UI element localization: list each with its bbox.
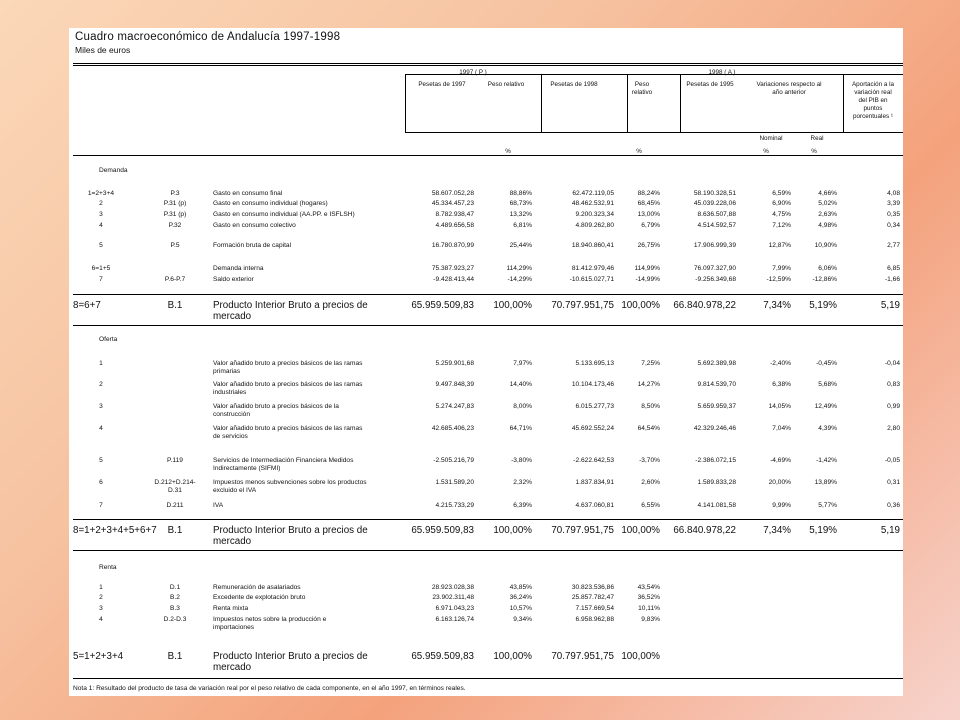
contribution: -1,66 — [884, 276, 900, 283]
row-code: P.31 (p) — [163, 200, 187, 207]
page-subtitle: Miles de euros — [75, 45, 131, 55]
total-1998: 70.797.951,75 — [551, 525, 614, 536]
value-1995-prices: 5.659.959,37 — [697, 403, 736, 410]
share-1997: 43,85% — [509, 584, 532, 591]
share-1998: 7,25% — [641, 360, 660, 367]
row-code: D.1 — [169, 584, 181, 591]
total-code: B.1 — [167, 651, 183, 662]
section-rule — [73, 519, 903, 520]
row-number: 1 — [99, 360, 103, 367]
value-1997: 4.215.733,29 — [435, 502, 474, 509]
row-number: 6 — [99, 479, 103, 486]
row-label: Indirectamente (SIFMI) — [213, 465, 281, 472]
section-renta: Renta — [99, 564, 117, 571]
col-pesetas-1995: Pesetas de 1995 — [686, 81, 734, 88]
share-1997: 14,40% — [509, 381, 532, 388]
value-1998: 45.692.552,24 — [571, 425, 614, 432]
value-1997: -2.505.216,79 — [433, 457, 474, 464]
share-1997: 114,29% — [506, 265, 532, 272]
share-1998: 6,79% — [641, 222, 660, 229]
value-1998: 10.104.173,46 — [571, 381, 614, 388]
value-1997: 16.780.870,99 — [431, 242, 474, 249]
row-number: 1=2+3+4 — [87, 190, 115, 197]
total-share-1998: 100,00% — [621, 525, 660, 536]
var-nominal: 6,59% — [772, 190, 791, 197]
total-share-1998: 100,00% — [621, 300, 660, 311]
col-aportacion: Aportación a la — [851, 81, 894, 88]
section-rule — [73, 325, 903, 326]
var-nominal: 7,04% — [772, 425, 791, 432]
row-number: 2 — [99, 381, 103, 388]
row-number: 7 — [99, 276, 103, 283]
total-1995-prices: 66.840.978,22 — [673, 300, 736, 311]
var-real: 2,63% — [818, 211, 837, 218]
var-nominal: 9,99% — [772, 502, 791, 509]
col-aportacion-c: del PIB en — [858, 97, 888, 104]
share-1997: -14,29% — [507, 276, 532, 283]
value-1995-prices: 45.039.228,06 — [693, 200, 736, 207]
var-nominal: 20,00% — [768, 479, 791, 486]
var-real: 5,02% — [818, 200, 837, 207]
row-label: primarias — [213, 368, 241, 375]
value-1997: 6.163.126,74 — [435, 616, 474, 623]
row-code: D.211 — [166, 502, 184, 509]
value-1998: -2.622.642,53 — [573, 457, 614, 464]
value-1995-prices: 1.589.833,28 — [697, 479, 736, 486]
total-contribution: 5,19 — [880, 300, 900, 311]
col-pesetas-1997: Pesetas de 1997 — [418, 81, 466, 88]
value-1995-prices: 8.636.507,88 — [697, 211, 736, 218]
var-real: -1,42% — [816, 457, 837, 464]
var-nominal: 7,12% — [772, 222, 791, 229]
value-1997: 58.607.052,28 — [431, 190, 474, 197]
value-1997: 75.387.923,27 — [431, 265, 474, 272]
share-1998: 14,27% — [637, 381, 660, 388]
value-1997: 23.902.311,48 — [432, 594, 474, 601]
share-1997: 8,00% — [513, 403, 532, 410]
row-code: P.31 (p) — [163, 211, 187, 218]
col-aportacion-e: porcentuales ¹ — [853, 113, 893, 120]
value-1998: 6.958.962,88 — [575, 616, 614, 623]
contribution: 0,34 — [887, 222, 900, 229]
row-number: 3 — [99, 605, 103, 612]
row-label: Saldo exterior — [213, 276, 254, 283]
col-aportacion-b: variación real — [854, 89, 892, 96]
value-1995-prices: 42.329.246,46 — [693, 425, 736, 432]
share-1997: 7,97% — [513, 360, 532, 367]
bottom-rule — [73, 678, 903, 679]
row-label: Valor añadido bruto a precios básicos de las ramas — [213, 381, 363, 388]
var-real: 6,06% — [818, 265, 837, 272]
contribution: 0,83 — [887, 381, 900, 388]
share-1997: 9,34% — [513, 616, 532, 623]
value-1998: 9.200.323,34 — [575, 211, 614, 218]
row-label: Demanda interna — [213, 265, 264, 272]
total-label: Producto Interior Bruto a precios de — [213, 651, 368, 662]
share-1997: 68,73% — [509, 200, 532, 207]
total-var-real: 5,19% — [809, 525, 837, 536]
contribution: 0,35 — [887, 211, 900, 218]
row-number: 3 — [99, 403, 103, 410]
total-1995-prices: 66.840.978,22 — [673, 525, 736, 536]
value-1998: 81.412.979,46 — [571, 265, 614, 272]
row-label: construcción — [213, 411, 251, 418]
total-var-nominal: 7,34% — [763, 300, 791, 311]
col-peso-relativo-1998-b: relativo — [631, 89, 653, 96]
row-code: B.2 — [170, 594, 180, 601]
share-1997: 88,86% — [509, 190, 532, 197]
col-variaciones-b: año anterior — [772, 89, 806, 96]
total-label: mercado — [213, 662, 252, 673]
row-code: P.5 — [170, 242, 180, 249]
var-real: -0,45% — [816, 360, 837, 367]
value-1995-prices: 9.814.539,70 — [697, 381, 736, 388]
row-label: industriales — [213, 389, 247, 396]
total-share-1997: 100,00% — [493, 651, 532, 662]
value-1995-prices: 5.692.389,98 — [697, 360, 736, 367]
value-1995-prices: 4.141.081,58 — [697, 502, 736, 509]
var-real: 4,98% — [818, 222, 837, 229]
total-code: B.1 — [167, 525, 183, 536]
col-variaciones: Variaciones respecto al — [756, 81, 822, 88]
row-code: P.3 — [170, 190, 180, 197]
total-number: 8=1+2+3+4+5+6+7 — [73, 525, 157, 536]
contribution: -0,04 — [884, 360, 900, 367]
value-1997: -9.428.413,44 — [433, 276, 474, 283]
share-1998: 88,24% — [637, 190, 660, 197]
header-bottom-rule — [405, 132, 903, 133]
share-1998: 6,55% — [641, 502, 660, 509]
share-1998: 36,52% — [637, 594, 660, 601]
total-label: mercado — [213, 536, 252, 547]
value-1995-prices: 58.190.328,51 — [693, 190, 736, 197]
var-real: 5,68% — [818, 381, 837, 388]
section-rule — [73, 550, 903, 551]
value-1997: 45.334.457,23 — [431, 200, 474, 207]
value-1995-prices: -9.256.349,68 — [695, 276, 736, 283]
row-number: 5 — [99, 457, 103, 464]
col-aportacion-d: puntos — [863, 105, 883, 112]
value-1998: 18.940.860,41 — [571, 242, 614, 249]
row-label: Impuestos netos sobre la producción e — [213, 616, 327, 623]
value-1995-prices: -2.386.072,15 — [695, 457, 736, 464]
value-1997: 1.531.589,20 — [435, 479, 474, 486]
total-1997: 65.959.509,83 — [411, 300, 474, 311]
total-label: Producto Interior Bruto a precios de — [213, 525, 368, 536]
row-label: excluido el IVA — [213, 487, 257, 494]
row-code: P.6-P.7 — [164, 276, 186, 283]
row-number: 1 — [99, 584, 103, 591]
share-1997: 36,24% — [509, 594, 532, 601]
share-1998: 10,11% — [638, 605, 660, 612]
share-1998: -14,99% — [635, 276, 660, 283]
var-nominal: -12,59% — [766, 276, 791, 283]
row-label: Valor añadido bruto a precios básicos de la — [213, 403, 339, 410]
value-1997: 4.489.656,58 — [435, 222, 474, 229]
header-end-rule — [73, 155, 903, 156]
total-1997: 65.959.509,83 — [411, 525, 474, 536]
col-peso-relativo-1997: Peso relativo — [487, 81, 525, 88]
value-1997: 6.971.043,23 — [435, 605, 474, 612]
value-1998: 6.015.277,73 — [575, 403, 614, 410]
row-label: Formación bruta de capital — [213, 242, 292, 249]
value-1995-prices: 76.097.327,90 — [693, 265, 736, 272]
share-1997: 10,57% — [509, 605, 532, 612]
total-share-1997: 100,00% — [493, 525, 532, 536]
row-number: 6=1+5 — [91, 265, 111, 272]
value-1998: 4.637.060,81 — [575, 502, 614, 509]
year-1997-header: 1997 ( P ) — [459, 69, 487, 76]
value-1998: 1.837.834,91 — [575, 479, 614, 486]
var-real: -12,86% — [812, 276, 837, 283]
contribution: -0,05 — [884, 457, 900, 464]
share-1997: 2,32% — [513, 479, 532, 486]
share-1997: 25,44% — [509, 242, 532, 249]
share-1998: 26,75% — [637, 242, 660, 249]
page-title: Cuadro macroeconómico de Andalucía 1997-1998 — [75, 31, 341, 43]
value-1997: 28.923.028,38 — [431, 584, 474, 591]
row-number: 4 — [99, 616, 103, 623]
pct-mark: % — [763, 148, 769, 155]
row-number: 4 — [99, 425, 103, 432]
value-1998: 62.472.119,05 — [572, 190, 614, 197]
share-1998: 13,00% — [637, 211, 660, 218]
contribution: 4,08 — [887, 190, 900, 197]
total-1998: 70.797.951,75 — [551, 300, 614, 311]
pct-mark: % — [505, 148, 511, 155]
contribution: 6,85 — [887, 265, 900, 272]
col-nominal: Nominal — [759, 135, 783, 142]
var-real: 4,39% — [818, 425, 837, 432]
document-page — [69, 28, 903, 696]
row-number: 2 — [99, 200, 103, 207]
row-label: Remuneración de asalariados — [213, 584, 301, 591]
value-1998: 4.809.262,80 — [575, 222, 614, 229]
total-label: mercado — [213, 311, 252, 322]
contribution: 0,99 — [887, 403, 900, 410]
pct-mark: % — [636, 148, 642, 155]
share-1998: 68,45% — [637, 200, 660, 207]
total-share-1997: 100,00% — [493, 300, 532, 311]
share-1998: 114,99% — [634, 265, 660, 272]
row-label: Gasto en consumo individual (hogares) — [213, 200, 328, 207]
total-1997: 65.959.509,83 — [411, 651, 474, 662]
contribution: 0,36 — [887, 502, 900, 509]
share-1998: 64,54% — [637, 425, 660, 432]
value-1997: 5.274.247,83 — [435, 403, 474, 410]
var-nominal: 7,99% — [772, 265, 791, 272]
row-code: B.3 — [170, 605, 180, 612]
value-1997: 8.782.938,47 — [435, 211, 474, 218]
total-number: 8=6+7 — [73, 300, 101, 311]
share-1998: 9,83% — [641, 616, 660, 623]
var-nominal: -4,69% — [770, 457, 791, 464]
col-real: Real — [810, 135, 824, 142]
var-real: 4,66% — [818, 190, 837, 197]
row-number: 4 — [99, 222, 103, 229]
row-label: Servicios de Intermediación Financiera Medidos — [213, 457, 354, 464]
value-1998: 5.133.695,13 — [575, 360, 614, 367]
contribution: 0,31 — [887, 479, 900, 486]
row-code: D.31 — [168, 487, 182, 494]
value-1998: 30.823.536,86 — [571, 584, 614, 591]
contribution: 2,80 — [887, 425, 900, 432]
value-1997: 5.259.901,68 — [435, 360, 474, 367]
var-nominal: 6,38% — [772, 381, 791, 388]
section-demanda: Demanda — [99, 167, 128, 174]
share-1997: -3,80% — [511, 457, 532, 464]
var-nominal: 12,87% — [768, 242, 791, 249]
value-1995-prices: 4.514.592,57 — [697, 222, 736, 229]
value-1998: 48.462.532,91 — [571, 200, 614, 207]
row-label: Gasto en consumo final — [213, 190, 283, 197]
share-1998: 43,54% — [637, 584, 660, 591]
row-code: D.212+D.214- — [154, 479, 196, 486]
value-1997: 42.685.406,23 — [431, 425, 474, 432]
value-1998: -10.615.027,71 — [569, 276, 614, 283]
total-contribution: 5,19 — [880, 525, 900, 536]
row-code: D.2-D.3 — [163, 616, 187, 623]
footnote: Nota 1: Resultado del producto de tasa de variación real por el peso relativo de cada componente, en el año 1997, en términos reales. — [73, 685, 466, 692]
row-number: 2 — [99, 594, 103, 601]
row-label: IVA — [213, 502, 224, 509]
total-share-1998: 100,00% — [621, 651, 660, 662]
total-var-real: 5,19% — [809, 300, 837, 311]
row-label: Valor añadido bruto a precios básicos de las ramas — [213, 360, 363, 367]
var-real: 5,77% — [818, 502, 837, 509]
year-1998-header: 1998 ( A ) — [708, 69, 736, 76]
row-number: 5 — [99, 242, 103, 249]
share-1997: 6,39% — [513, 502, 532, 509]
row-label: Gasto en consumo individual (AA.PP. e ISFLSH) — [213, 211, 355, 218]
share-1998: -3,70% — [639, 457, 660, 464]
contribution: 3,39 — [887, 200, 900, 207]
var-nominal: 6,90% — [772, 200, 791, 207]
var-real: 12,49% — [814, 403, 837, 410]
row-label: importaciones — [213, 624, 255, 631]
row-label: Gasto en consumo colectivo — [213, 222, 296, 229]
col-pesetas-1998: Pesetas de 1998 — [550, 81, 598, 88]
value-1995-prices: 17.906.999,39 — [693, 242, 736, 249]
row-label: de servicios — [213, 433, 248, 440]
col-peso-relativo-1998: Peso — [634, 81, 650, 88]
row-label: Excedente de explotación bruto — [213, 594, 306, 601]
var-nominal: 4,75% — [772, 211, 791, 218]
total-label: Producto Interior Bruto a precios de — [213, 300, 368, 311]
row-code: P.119 — [167, 457, 183, 464]
row-code: P.32 — [168, 222, 182, 229]
share-1998: 2,60% — [641, 479, 660, 486]
row-number: 3 — [99, 211, 103, 218]
value-1998: 7.157.669,54 — [575, 605, 614, 612]
value-1997: 9.497.848,39 — [435, 381, 474, 388]
share-1998: 8,50% — [641, 403, 660, 410]
total-1998: 70.797.951,75 — [551, 651, 614, 662]
total-code: B.1 — [167, 300, 183, 311]
contribution: 2,77 — [887, 242, 900, 249]
section-oferta: Oferta — [99, 336, 118, 343]
row-label: Valor añadido bruto a precios básicos de las ramas — [213, 425, 363, 432]
pct-mark: % — [811, 148, 817, 155]
section-rule — [73, 294, 903, 295]
top-rule-double — [73, 65, 903, 66]
row-number: 7 — [99, 502, 103, 509]
total-number: 5=1+2+3+4 — [73, 651, 124, 662]
total-var-nominal: 7,34% — [763, 525, 791, 536]
top-rule — [73, 63, 903, 64]
var-real: 13,89% — [814, 479, 837, 486]
var-nominal: 14,05% — [768, 403, 791, 410]
row-label: Impuestos menos subvenciones sobre los productos — [213, 479, 367, 486]
var-real: 10,90% — [814, 242, 837, 249]
share-1997: 6,81% — [513, 222, 532, 229]
row-label: Renta mixta — [213, 605, 249, 612]
var-nominal: -2,40% — [770, 360, 791, 367]
value-1998: 25.857.782,47 — [571, 594, 614, 601]
share-1997: 13,32% — [509, 211, 532, 218]
share-1997: 64,71% — [509, 425, 532, 432]
